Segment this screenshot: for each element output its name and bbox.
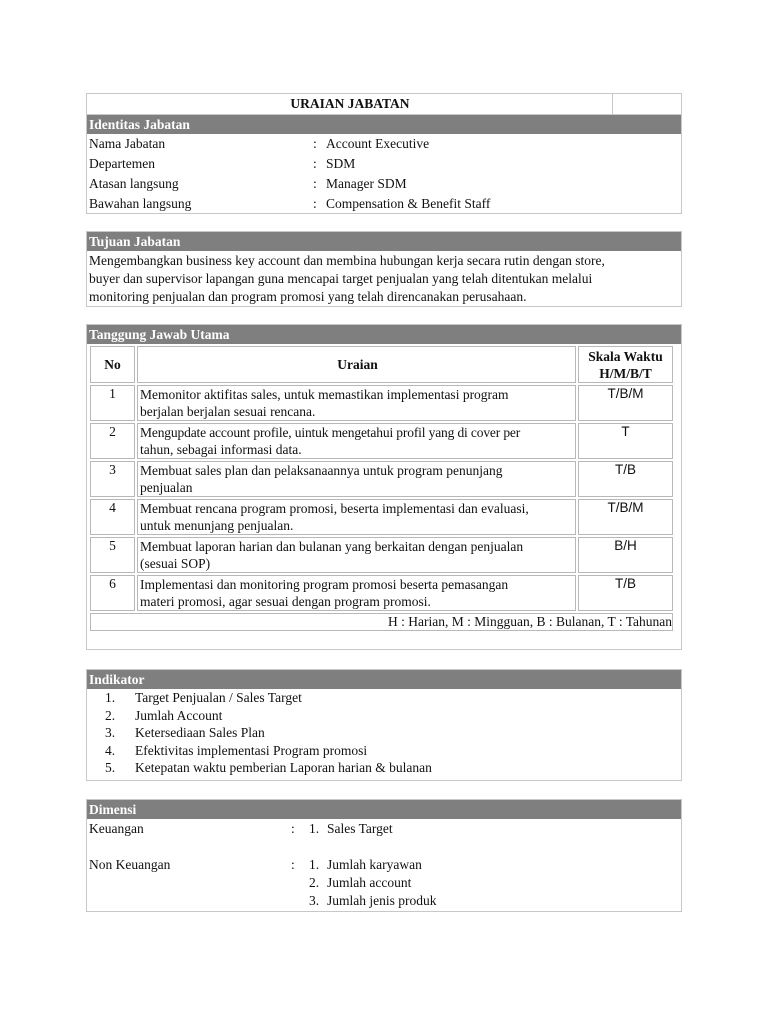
identitas-label: Departemen <box>89 156 155 171</box>
table-row <box>90 423 673 459</box>
row-description-line: Membuat rencana program promosi, beserta implementasi dan evaluasi, <box>140 501 529 516</box>
table-header-row <box>90 346 673 383</box>
list-item <box>309 820 393 838</box>
list-item-text: Ketersediaan Sales Plan <box>135 725 265 740</box>
tujuan-line: monitoring penjualan dan program promosi yang telah direncanakan perusahaan. <box>89 289 527 304</box>
dimensi-keuangan-list <box>309 820 393 838</box>
row-number: 4 <box>90 499 135 535</box>
list-item <box>87 707 681 725</box>
list-item <box>87 689 681 707</box>
dimensi-keuangan-row <box>87 820 681 856</box>
identitas-value: Account Executive <box>326 136 430 151</box>
table-legend-row <box>90 613 673 631</box>
indikator-header: Indikator <box>87 670 681 689</box>
tujuan-header: Tujuan Jabatan <box>87 232 681 251</box>
identitas-label: Atasan langsung <box>89 176 179 191</box>
list-item-text: Ketepatan waktu pemberian Laporan harian & bulanan <box>135 760 432 775</box>
time-scale-legend: H : Harian, M : Mingguan, B : Bulanan, T : Tahunan <box>90 613 673 631</box>
identitas-value: Manager SDM <box>326 176 407 191</box>
row-description <box>137 385 576 421</box>
identitas-row-departemen <box>87 154 681 174</box>
column-header-uraian: Uraian <box>137 346 576 383</box>
tujuan-line: buyer dan supervisor lapangan guna mencapai target penjualan yang telah ditentukan melalui <box>89 271 593 286</box>
row-description-line: Mengupdate account profile, uintuk mengetahui profil yang di cover per <box>140 425 521 440</box>
indikator-list <box>87 689 681 777</box>
list-item-number: 2. <box>309 875 320 890</box>
identitas-label: Nama Jabatan <box>89 136 166 151</box>
list-item <box>87 724 681 742</box>
dimensi-sep: : <box>291 857 295 872</box>
list-item-number: 3. <box>309 893 320 908</box>
dimensi-label: Non Keuangan <box>89 857 171 872</box>
row-description <box>137 461 576 497</box>
identitas-label: Bawahan langsung <box>89 196 192 211</box>
identitas-sep: : <box>313 156 317 171</box>
dimensi-label: Keuangan <box>89 821 144 836</box>
list-item-number: 2. <box>105 707 116 723</box>
list-item-text: Efektivitas implementasi Program promosi <box>135 742 368 758</box>
identitas-value: Compensation & Benefit Staff <box>326 196 491 211</box>
column-header-skala <box>578 346 673 383</box>
list-item-number: 4. <box>105 742 116 758</box>
tujuan-line: Mengembangkan business key account dan membina hubungan kerja secara rutin dengan store, <box>89 253 605 268</box>
list-item-text: Jumlah Account <box>135 707 223 723</box>
row-description-line: materi promosi, agar sesuai dengan program promosi. <box>140 594 431 609</box>
table-row <box>90 575 673 611</box>
row-time-scale: T/B/M <box>578 499 673 535</box>
dimensi-non-keuangan-list <box>309 856 437 910</box>
tanggung-jawab-section <box>86 324 682 650</box>
list-item-number: 3. <box>105 725 116 740</box>
list-item <box>87 759 681 777</box>
row-description-line: penjualan <box>140 480 193 495</box>
list-item <box>87 742 681 760</box>
identitas-sep: : <box>313 196 317 211</box>
indikator-section <box>86 669 682 781</box>
identitas-row-bawahan <box>87 194 681 214</box>
row-description-line: untuk menunjang penjualan. <box>140 518 294 533</box>
row-number: 5 <box>90 537 135 573</box>
identitas-header: Identitas Jabatan <box>87 115 681 134</box>
row-description-line: Memonitor aktifitas sales, untuk memastikan implementasi program <box>140 387 509 402</box>
document-title-row <box>86 93 682 115</box>
row-number: 6 <box>90 575 135 611</box>
dimensi-section <box>86 799 682 912</box>
list-item <box>309 856 437 874</box>
list-item-number: 5. <box>105 760 116 775</box>
list-item-number: 1. <box>309 821 320 836</box>
row-description-line: berjalan berjalan sesuai rencana. <box>140 404 316 419</box>
row-time-scale: T/B/M <box>578 385 673 421</box>
list-item-number: 1. <box>105 690 116 705</box>
table-row <box>90 537 673 573</box>
identitas-row-nama <box>87 134 681 154</box>
dimensi-header: Dimensi <box>87 800 681 819</box>
list-item-text: Jumlah karyawan <box>327 857 422 872</box>
table-row <box>90 499 673 535</box>
tanggung-jawab-header: Tanggung Jawab Utama <box>87 325 681 344</box>
row-number: 2 <box>90 423 135 459</box>
row-number: 3 <box>90 461 135 497</box>
row-description <box>137 423 576 459</box>
document-title: URAIAN JABATAN <box>290 96 410 111</box>
list-item-text: Jumlah jenis produk <box>327 893 437 908</box>
row-time-scale: B/H <box>578 537 673 573</box>
row-description <box>137 537 576 573</box>
row-description-line: Implementasi dan monitoring program promosi beserta pemasangan <box>140 577 509 592</box>
tujuan-text <box>87 251 681 309</box>
list-item-text: Jumlah account <box>327 875 412 890</box>
column-header-no: No <box>90 346 135 383</box>
table-row <box>90 461 673 497</box>
list-item-number: 1. <box>309 857 320 872</box>
row-description <box>137 499 576 535</box>
table-row <box>90 385 673 421</box>
dimensi-sep: : <box>291 821 295 836</box>
row-time-scale: T <box>578 423 673 459</box>
row-description-line: tahun, sebagai informasi data. <box>140 442 302 457</box>
row-description-line: (sesuai SOP) <box>140 556 211 571</box>
identitas-row-atasan <box>87 174 681 194</box>
row-number: 1 <box>90 385 135 421</box>
column-header-skala-line2: H/M/B/T <box>599 365 652 381</box>
dimensi-non-keuangan-row <box>87 856 681 910</box>
row-time-scale: T/B <box>578 575 673 611</box>
identitas-sep: : <box>313 176 317 191</box>
responsibility-table <box>88 344 675 633</box>
identitas-section <box>86 114 682 214</box>
row-description <box>137 575 576 611</box>
title-empty-cell <box>612 94 681 114</box>
row-description-line: Membuat laporan harian dan bulanan yang berkaitan dengan penjualan <box>140 539 524 554</box>
column-header-skala-line1: Skala Waktu <box>588 348 663 364</box>
list-item <box>309 874 437 892</box>
list-item-text: Target Penjualan / Sales Target <box>135 690 302 705</box>
row-description-line: Membuat sales plan dan pelaksanaannya untuk program penunjang <box>140 463 503 478</box>
list-item-text: Sales Target <box>327 821 393 836</box>
identitas-sep: : <box>313 136 317 151</box>
identitas-value: SDM <box>326 156 356 171</box>
row-time-scale: T/B <box>578 461 673 497</box>
tujuan-section <box>86 231 682 307</box>
list-item <box>309 892 437 910</box>
